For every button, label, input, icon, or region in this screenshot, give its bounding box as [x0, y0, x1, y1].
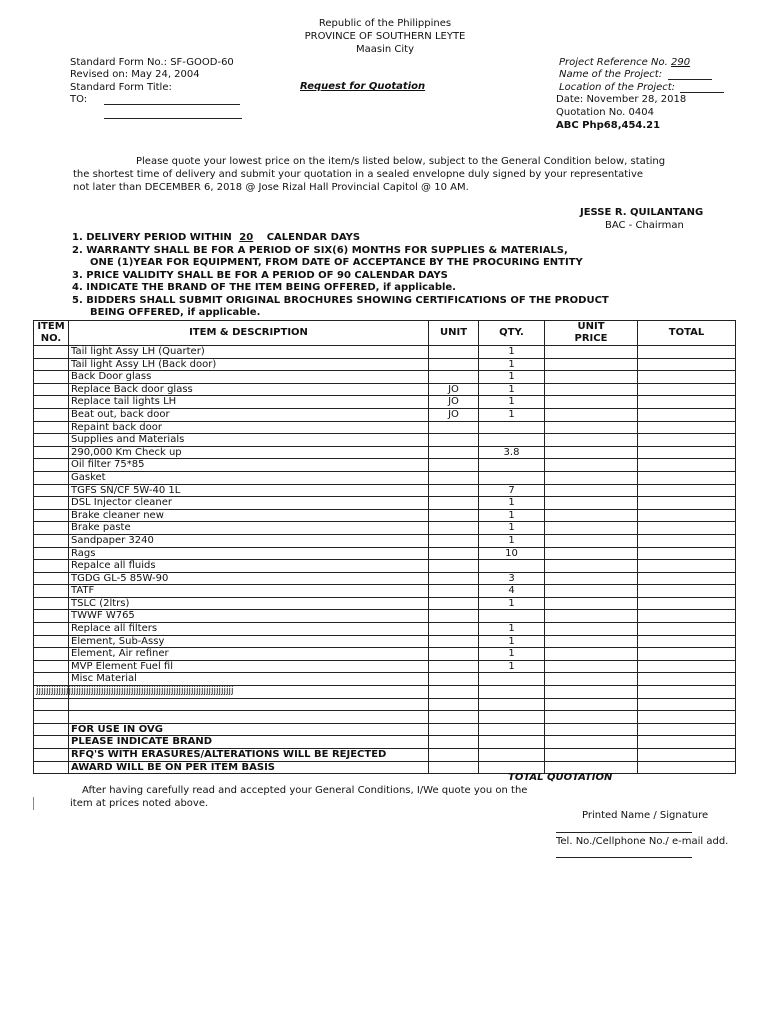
item-unit-cell	[429, 471, 479, 484]
item-no-cell	[34, 534, 69, 547]
item-qty-cell: 1	[479, 371, 545, 384]
item-description-cell: Back Door glass	[69, 371, 429, 384]
table-row	[34, 408, 736, 421]
condition-1	[72, 232, 360, 245]
standard-form-title-label: Standard Form Title:	[70, 82, 172, 93]
abc-amount: ABC Php68,454.21	[556, 120, 661, 131]
item-qty-cell	[479, 610, 545, 623]
item-description-cell: TGDG GL-5 85W-90	[69, 572, 429, 585]
item-description-cell: Repalce all fluids	[69, 560, 429, 573]
item-no-cell	[34, 484, 69, 497]
item-no-cell	[34, 560, 69, 573]
item-unit-cell	[429, 597, 479, 610]
table-row	[34, 446, 736, 459]
item-no-cell	[34, 396, 69, 409]
note-row	[34, 761, 736, 774]
item-unit-cell: JO	[429, 408, 479, 421]
item-description-cell: Brake paste	[69, 522, 429, 535]
item-description-cell: 290,000 Km Check up	[69, 446, 429, 459]
item-unit-price-cell[interactable]	[545, 522, 638, 535]
item-unit-cell	[429, 623, 479, 636]
item-description-cell: Gasket	[69, 471, 429, 484]
to-line-1[interactable]	[104, 104, 240, 105]
item-total-cell[interactable]	[638, 610, 736, 623]
blank-row	[34, 698, 736, 711]
item-total-cell[interactable]	[638, 673, 736, 686]
item-no-cell	[34, 648, 69, 661]
item-qty-cell	[479, 560, 545, 573]
item-description-cell: DSL Injector cleaner	[69, 497, 429, 510]
empty-cell	[638, 723, 736, 736]
empty-cell	[429, 723, 479, 736]
revised-on: Revised on: May 24, 2004	[70, 69, 200, 80]
header-description: ITEM & DESCRIPTION	[69, 321, 429, 346]
item-unit-cell	[429, 421, 479, 434]
item-description-cell: Misc Material	[69, 673, 429, 686]
item-unit-cell: JO	[429, 383, 479, 396]
item-qty-cell	[479, 459, 545, 472]
contact-label: Tel. No./Cellphone No./ e-mail add.	[556, 836, 729, 847]
item-no-cell	[34, 408, 69, 421]
item-unit-price-cell[interactable]	[545, 383, 638, 396]
item-qty-cell: 4	[479, 585, 545, 598]
item-no-cell	[34, 522, 69, 535]
filler-text: jjjjjjjjjjjjjjjjjjjjjjjjjjjjjjjjjjjjjjjjjjjjjjjjjjjjjjjjjjjjjjjjjjjjjjjjjjjjjjj	[34, 686, 69, 699]
condition-1-days: 20	[239, 232, 254, 243]
chairman-name: JESSE R. QUILANTANG	[580, 207, 704, 218]
item-unit-cell	[429, 534, 479, 547]
item-no-cell	[34, 547, 69, 560]
header-unit: UNIT	[429, 321, 479, 346]
table-row	[34, 635, 736, 648]
item-unit-price-cell[interactable]	[545, 560, 638, 573]
project-reference-label: Project Reference No.	[559, 57, 668, 68]
item-no-cell	[34, 346, 69, 359]
item-total-cell[interactable]	[638, 446, 736, 459]
project-location-line[interactable]	[680, 92, 724, 93]
item-qty-cell: 1	[479, 346, 545, 359]
intro-line-2: the shortest time of delivery and submit your quotation in a sealed envelopne duly signed by your representative	[73, 169, 644, 180]
item-description-cell: TGFS SN/CF 5W-40 1L	[69, 484, 429, 497]
item-unit-price-cell[interactable]	[545, 585, 638, 598]
item-unit-price-cell[interactable]	[545, 660, 638, 673]
item-description-cell: TATF	[69, 585, 429, 598]
empty-cell	[545, 723, 638, 736]
item-description-cell: TWWF W765	[69, 610, 429, 623]
item-unit-cell	[429, 346, 479, 359]
item-no-cell	[34, 597, 69, 610]
empty-cell	[429, 749, 479, 762]
empty-cell	[479, 686, 545, 699]
condition-5-cont: BEING OFFERED, if applicable.	[90, 307, 261, 318]
table-header-row	[34, 321, 736, 346]
empty-cell	[479, 711, 545, 724]
item-unit-price-cell[interactable]	[545, 623, 638, 636]
item-description-cell: Supplies and Materials	[69, 434, 429, 447]
item-unit-cell	[429, 635, 479, 648]
item-total-cell[interactable]	[638, 547, 736, 560]
item-total-cell[interactable]	[638, 408, 736, 421]
note-row	[34, 749, 736, 762]
empty-cell	[34, 711, 69, 724]
item-description-cell: Element, Air refiner	[69, 648, 429, 661]
item-description-cell: Oil filter 75*85	[69, 459, 429, 472]
item-unit-price-cell[interactable]	[545, 572, 638, 585]
item-qty-cell	[479, 421, 545, 434]
note-text: PLEASE INDICATE BRAND	[69, 736, 429, 749]
project-name-label: Name of the Project:	[559, 69, 663, 80]
item-unit-price-cell[interactable]	[545, 408, 638, 421]
item-unit-cell	[429, 358, 479, 371]
table-row	[34, 534, 736, 547]
table-row	[34, 560, 736, 573]
item-unit-price-cell[interactable]	[545, 484, 638, 497]
item-qty-cell: 1	[479, 635, 545, 648]
empty-cell	[638, 736, 736, 749]
item-description-cell: Tail light Assy LH (Back door)	[69, 358, 429, 371]
empty-cell	[429, 761, 479, 774]
table-row	[34, 371, 736, 384]
table-row	[34, 610, 736, 623]
acceptance-line-1: After having carefully read and accepted your General Conditions, I/We quote you on the	[82, 785, 528, 796]
item-qty-cell	[479, 434, 545, 447]
acceptance-line-2: item at prices noted above.	[70, 798, 209, 809]
table-row	[34, 572, 736, 585]
signature-label: Printed Name / Signature	[582, 810, 709, 821]
item-no-cell	[34, 434, 69, 447]
empty-cell	[638, 749, 736, 762]
project-name-line[interactable]	[668, 79, 712, 80]
item-total-cell[interactable]	[638, 396, 736, 409]
item-total-cell[interactable]	[638, 585, 736, 598]
item-unit-cell	[429, 547, 479, 560]
item-unit-cell	[429, 434, 479, 447]
table-row	[34, 346, 736, 359]
table-row	[34, 509, 736, 522]
header-total: TOTAL	[638, 321, 736, 346]
header-republic: Republic of the Philippines	[318, 18, 452, 29]
table-row	[34, 471, 736, 484]
intro-line-3: not later than DECEMBER 6, 2018 @ Jose Rizal Hall Provincial Capitol @ 10 AM.	[73, 182, 469, 193]
item-no-cell	[34, 471, 69, 484]
item-unit-cell	[429, 660, 479, 673]
project-reference	[559, 57, 690, 68]
item-unit-price-cell[interactable]	[545, 396, 638, 409]
item-no-cell	[34, 383, 69, 396]
item-total-cell[interactable]	[638, 635, 736, 648]
item-qty-cell: 3	[479, 572, 545, 585]
table-row	[34, 434, 736, 447]
empty-cell	[545, 711, 638, 724]
item-qty-cell	[479, 471, 545, 484]
to-line-2[interactable]	[104, 118, 242, 119]
item-qty-cell: 1	[479, 509, 545, 522]
empty-cell	[479, 723, 545, 736]
item-no-cell	[34, 660, 69, 673]
item-total-cell[interactable]	[638, 471, 736, 484]
header-city: Maasin City	[356, 44, 414, 55]
table-row	[34, 673, 736, 686]
item-no-cell	[34, 610, 69, 623]
item-no-cell	[34, 421, 69, 434]
empty-cell	[429, 711, 479, 724]
items-table	[33, 320, 736, 774]
item-unit-cell	[429, 484, 479, 497]
header-qty: QTY.	[479, 321, 545, 346]
empty-cell	[34, 723, 69, 736]
item-unit-price-cell[interactable]	[545, 635, 638, 648]
item-no-cell	[34, 446, 69, 459]
item-no-cell	[34, 572, 69, 585]
item-total-cell[interactable]	[638, 497, 736, 510]
table-row	[34, 383, 736, 396]
condition-2: 2. WARRANTY SHALL BE FOR A PERIOD OF SIX(6) MONTHS FOR SUPPLIES & MATERIALS,	[72, 245, 568, 256]
item-description-cell: TSLC (2ltrs)	[69, 597, 429, 610]
item-qty-cell: 1	[479, 660, 545, 673]
condition-5: 5. BIDDERS SHALL SUBMIT ORIGINAL BROCHURES SHOWING CERTIFICATIONS OF THE PRODUCT	[72, 295, 609, 306]
item-total-cell[interactable]	[638, 346, 736, 359]
item-unit-cell	[429, 522, 479, 535]
condition-2-cont: ONE (1)YEAR FOR EQUIPMENT, FROM DATE OF ACCEPTANCE BY THE PROCURING ENTITY	[90, 257, 583, 268]
item-no-cell	[34, 358, 69, 371]
item-total-cell[interactable]	[638, 509, 736, 522]
empty-cell	[638, 686, 736, 699]
signature-line[interactable]	[556, 832, 692, 833]
item-unit-price-cell[interactable]	[545, 509, 638, 522]
item-no-cell	[34, 371, 69, 384]
empty-cell	[479, 698, 545, 711]
item-unit-price-cell[interactable]	[545, 358, 638, 371]
item-total-cell[interactable]	[638, 421, 736, 434]
project-location-label: Location of the Project:	[559, 82, 676, 93]
empty-cell	[34, 749, 69, 762]
item-total-cell[interactable]	[638, 623, 736, 636]
item-unit-cell	[429, 459, 479, 472]
empty-cell	[479, 749, 545, 762]
item-description-cell: Replace Back door glass	[69, 383, 429, 396]
empty-cell	[545, 698, 638, 711]
contact-line[interactable]	[556, 857, 692, 858]
item-qty-cell: 1	[479, 648, 545, 661]
item-unit-cell	[429, 572, 479, 585]
item-unit-cell	[429, 648, 479, 661]
item-qty-cell: 1	[479, 522, 545, 535]
item-unit-cell	[429, 371, 479, 384]
item-description-cell: Brake cleaner new	[69, 509, 429, 522]
item-qty-cell: 1	[479, 396, 545, 409]
item-qty-cell: 10	[479, 547, 545, 560]
item-total-cell[interactable]	[638, 459, 736, 472]
table-row	[34, 358, 736, 371]
empty-cell	[638, 711, 736, 724]
item-no-cell	[34, 497, 69, 510]
item-unit-price-cell[interactable]	[545, 471, 638, 484]
item-total-cell[interactable]	[638, 434, 736, 447]
item-no-cell	[34, 585, 69, 598]
note-text: FOR USE IN OVG	[69, 723, 429, 736]
item-description-cell: Tail light Assy LH (Quarter)	[69, 346, 429, 359]
item-description-cell: Replace tail lights LH	[69, 396, 429, 409]
item-unit-price-cell[interactable]	[545, 610, 638, 623]
item-qty-cell: 1	[479, 623, 545, 636]
item-qty-cell: 7	[479, 484, 545, 497]
item-unit-cell	[429, 610, 479, 623]
empty-cell	[429, 736, 479, 749]
header-unit-price: UNIT PRICE	[545, 321, 638, 346]
item-unit-price-cell[interactable]	[545, 547, 638, 560]
item-unit-price-cell[interactable]	[545, 459, 638, 472]
note-text: RFQ'S WITH ERASURES/ALTERATIONS WILL BE REJECTED	[69, 749, 429, 762]
item-total-cell[interactable]	[638, 660, 736, 673]
item-no-cell	[34, 459, 69, 472]
item-qty-cell: 1	[479, 358, 545, 371]
item-qty-cell: 1	[479, 383, 545, 396]
item-total-cell[interactable]	[638, 358, 736, 371]
item-total-cell[interactable]	[638, 560, 736, 573]
table-row	[34, 484, 736, 497]
item-total-cell[interactable]	[638, 572, 736, 585]
project-reference-value: 290	[670, 57, 691, 68]
empty-cell	[34, 698, 69, 711]
table-row	[34, 597, 736, 610]
item-description-cell: Replace all filters	[69, 623, 429, 636]
item-unit-cell	[429, 509, 479, 522]
item-unit-price-cell[interactable]	[545, 346, 638, 359]
item-unit-price-cell[interactable]	[545, 434, 638, 447]
item-unit-cell	[429, 560, 479, 573]
condition-4: 4. INDICATE THE BRAND OF THE ITEM BEING OFFERED, if applicable.	[72, 282, 456, 293]
empty-cell	[429, 686, 479, 699]
empty-cell	[545, 749, 638, 762]
empty-cell	[429, 698, 479, 711]
item-qty-cell: 1	[479, 497, 545, 510]
item-unit-cell	[429, 585, 479, 598]
item-qty-cell: 3.8	[479, 446, 545, 459]
table-row	[34, 497, 736, 510]
item-unit-cell	[429, 446, 479, 459]
item-total-cell[interactable]	[638, 371, 736, 384]
chairman-title: BAC - Chairman	[605, 220, 684, 231]
header-item-no: ITEM NO.	[34, 321, 69, 346]
empty-cell	[69, 711, 429, 724]
quotation-no: Quotation No. 0404	[556, 107, 654, 118]
empty-cell	[638, 698, 736, 711]
filler-row	[34, 686, 736, 699]
intro-line-1: Please quote your lowest price on the item/s listed below, subject to the General Condition below, stating	[136, 156, 666, 167]
table-row	[34, 660, 736, 673]
table-row	[34, 396, 736, 409]
item-unit-price-cell[interactable]	[545, 597, 638, 610]
condition-3: 3. PRICE VALIDITY SHALL BE FOR A PERIOD OF 90 CALENDAR DAYS	[72, 270, 448, 281]
total-quotation-label: TOTAL QUOTATION	[508, 772, 613, 783]
table-row	[34, 547, 736, 560]
item-unit-price-cell[interactable]	[545, 648, 638, 661]
note-text: AWARD WILL BE ON PER ITEM BASIS	[69, 761, 429, 774]
item-description-cell: MVP Element Fuel fil	[69, 660, 429, 673]
item-description-cell: Repaint back door	[69, 421, 429, 434]
item-total-cell[interactable]	[638, 648, 736, 661]
table-row	[34, 459, 736, 472]
item-unit-price-cell[interactable]	[545, 371, 638, 384]
item-unit-price-cell[interactable]	[545, 446, 638, 459]
item-no-cell	[34, 635, 69, 648]
table-row	[34, 421, 736, 434]
item-unit-cell: JO	[429, 396, 479, 409]
empty-cell	[545, 686, 638, 699]
empty-cell	[545, 736, 638, 749]
condition-1-text: 1. DELIVERY PERIOD WITHIN	[72, 232, 232, 243]
note-row	[34, 736, 736, 749]
item-qty-cell	[479, 673, 545, 686]
item-description-cell: Rags	[69, 547, 429, 560]
item-unit-cell	[429, 497, 479, 510]
standard-form-no: Standard Form No.: SF-GOOD-60	[70, 57, 234, 68]
item-total-cell[interactable]	[638, 534, 736, 547]
item-qty-cell: 1	[479, 408, 545, 421]
item-unit-cell	[429, 673, 479, 686]
item-total-cell[interactable]	[638, 484, 736, 497]
item-description-cell: Element, Sub-Assy	[69, 635, 429, 648]
item-no-cell	[34, 623, 69, 636]
item-no-cell	[34, 673, 69, 686]
empty-cell	[69, 698, 429, 711]
item-qty-cell: 1	[479, 597, 545, 610]
item-unit-price-cell[interactable]	[545, 534, 638, 547]
item-unit-price-cell[interactable]	[545, 421, 638, 434]
item-unit-price-cell[interactable]	[545, 673, 638, 686]
quotation-date: Date: November 28, 2018	[556, 94, 687, 105]
table-row	[34, 522, 736, 535]
item-description-cell: Beat out, back door	[69, 408, 429, 421]
item-description-cell: Sandpaper 3240	[69, 534, 429, 547]
item-total-cell[interactable]	[638, 597, 736, 610]
item-total-cell[interactable]	[638, 383, 736, 396]
item-unit-price-cell[interactable]	[545, 497, 638, 510]
item-total-cell[interactable]	[638, 522, 736, 535]
empty-cell	[638, 761, 736, 774]
table-row	[34, 585, 736, 598]
table-row	[34, 623, 736, 636]
note-row	[34, 723, 736, 736]
condition-1-text-b: CALENDAR DAYS	[266, 232, 361, 243]
item-qty-cell: 1	[479, 534, 545, 547]
header-province: PROVINCE OF SOUTHERN LEYTE	[304, 31, 466, 42]
document-title: Request for Quotation	[300, 81, 426, 92]
blank-row	[34, 711, 736, 724]
item-no-cell	[34, 509, 69, 522]
table-row	[34, 648, 736, 661]
empty-cell	[479, 736, 545, 749]
to-label: TO:	[70, 94, 88, 105]
margin-mark	[33, 797, 35, 810]
empty-cell	[34, 761, 69, 774]
empty-cell	[34, 736, 69, 749]
